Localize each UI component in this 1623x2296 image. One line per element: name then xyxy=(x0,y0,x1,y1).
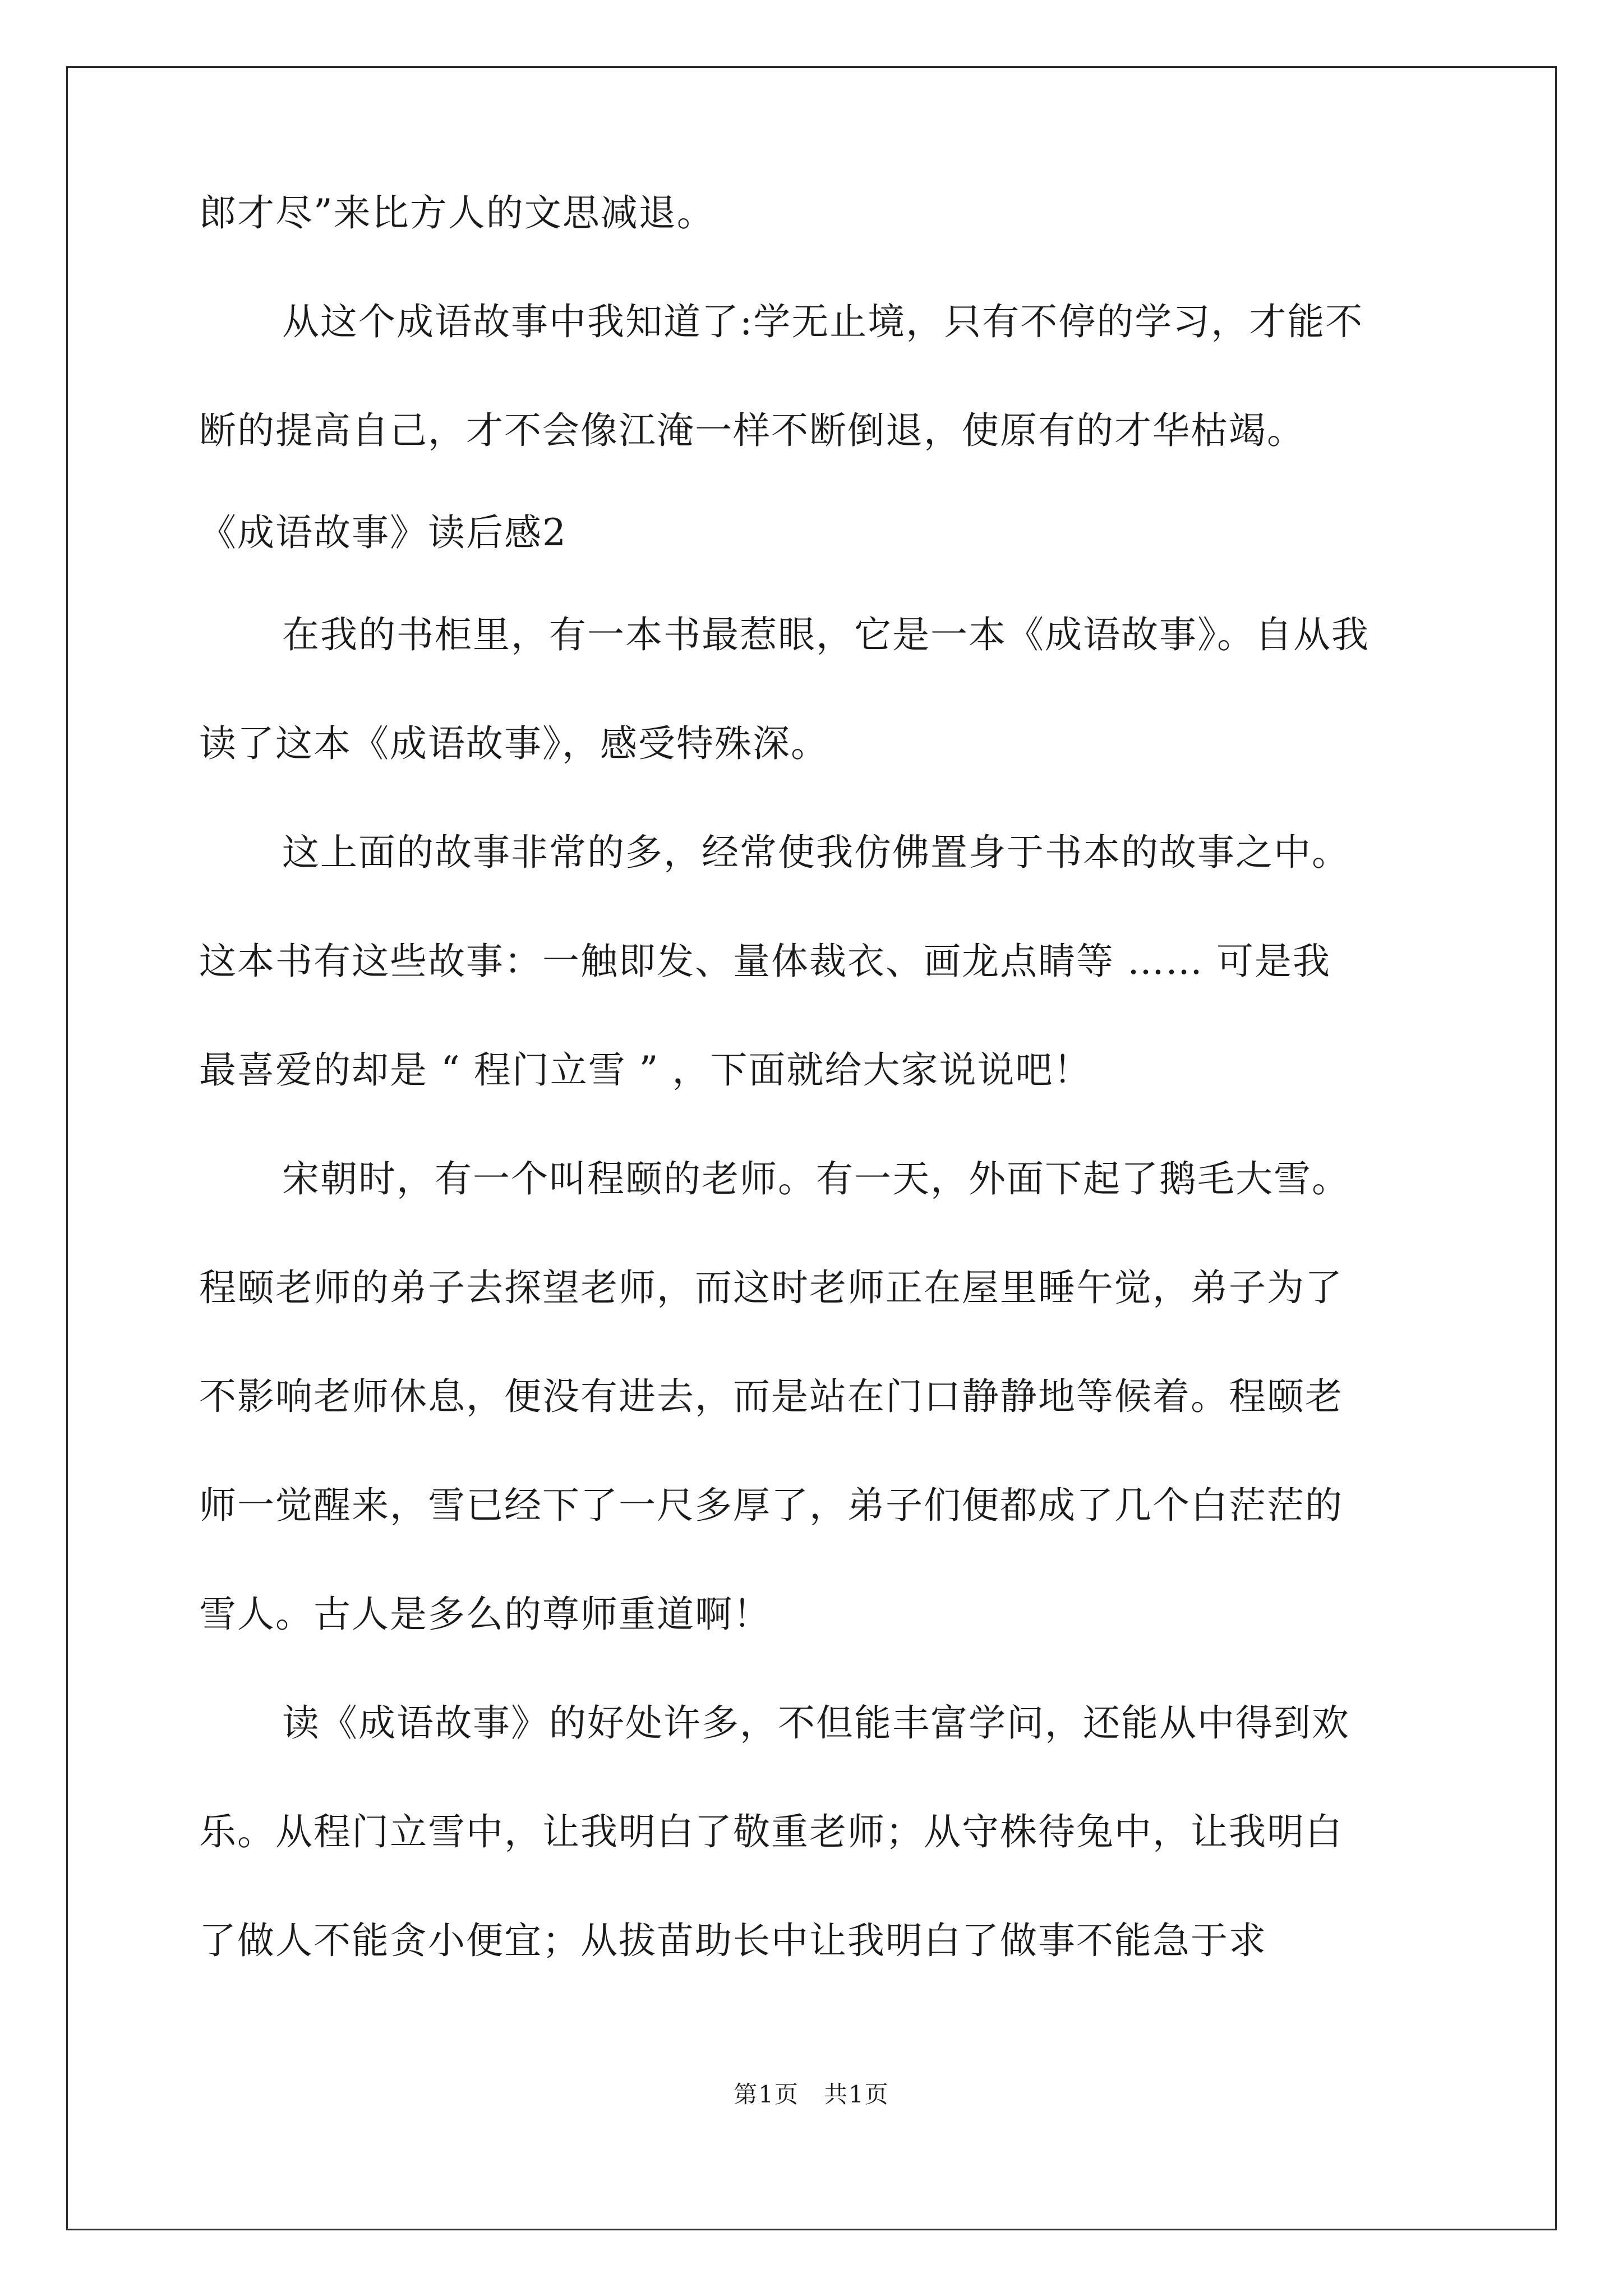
page-number-footer: 第1页 共1页 xyxy=(734,2081,889,2108)
text-line: 程颐老师的弟子去探望老师，而这时老师正在屋里睡午觉，弟子为了 xyxy=(199,1266,1343,1309)
section-heading: 《成语故事》读后感2 xyxy=(199,511,567,554)
page-border xyxy=(66,66,1557,2230)
text-line: 最喜爱的却是 “ 程门立雪 ” ，下面就给大家说说吧！ xyxy=(199,1048,1092,1092)
paragraph-first-line: 这上面的故事非常的多，经常使我仿佛置身于书本的故事之中。 xyxy=(282,831,1350,874)
text-line: 雪人。古人是多么的尊师重道啊！ xyxy=(199,1593,771,1636)
text-line: 不影响老师休息，便没有进去，而是站在门口静静地等候着。程颐老 xyxy=(199,1375,1343,1418)
paragraph-first-line: 宋朝时，有一个叫程颐的老师。有一天，外面下起了鹅毛大雪。 xyxy=(282,1157,1350,1200)
text-line: 这本书有这些故事：一触即发、量体裁衣、画龙点睛等 …… 可是我 xyxy=(199,940,1331,983)
paragraph-first-line: 从这个成语故事中我知道了:学无止境，只有不停的学习，才能不 xyxy=(282,300,1364,343)
paragraph-first-line: 读《成语故事》的好处许多，不但能丰富学问，还能从中得到欢 xyxy=(282,1701,1350,1745)
paragraph-first-line: 在我的书柜里，有一本书最惹眼，它是一本《成语故事》。自从我 xyxy=(282,613,1370,656)
text-line: 师一觉醒来，雪已经下了一尺多厚了，弟子们便都成了几个白茫茫的 xyxy=(199,1484,1343,1527)
text-line: 读了这本《成语故事》，感受特殊深。 xyxy=(199,722,829,765)
text-line: 断的提高自己，才不会像江淹一样不断倒退，使原有的才华枯竭。 xyxy=(199,409,1305,452)
text-line: 了做人不能贪小便宜；从拔苗助长中让我明白了做事不能急于求 xyxy=(199,1919,1267,1962)
text-line: 乐。从程门立雪中，让我明白了敬重老师；从守株待兔中，让我明白 xyxy=(199,1810,1343,1853)
text-line: 郎才尽”来比方人的文思减退。 xyxy=(199,191,715,234)
